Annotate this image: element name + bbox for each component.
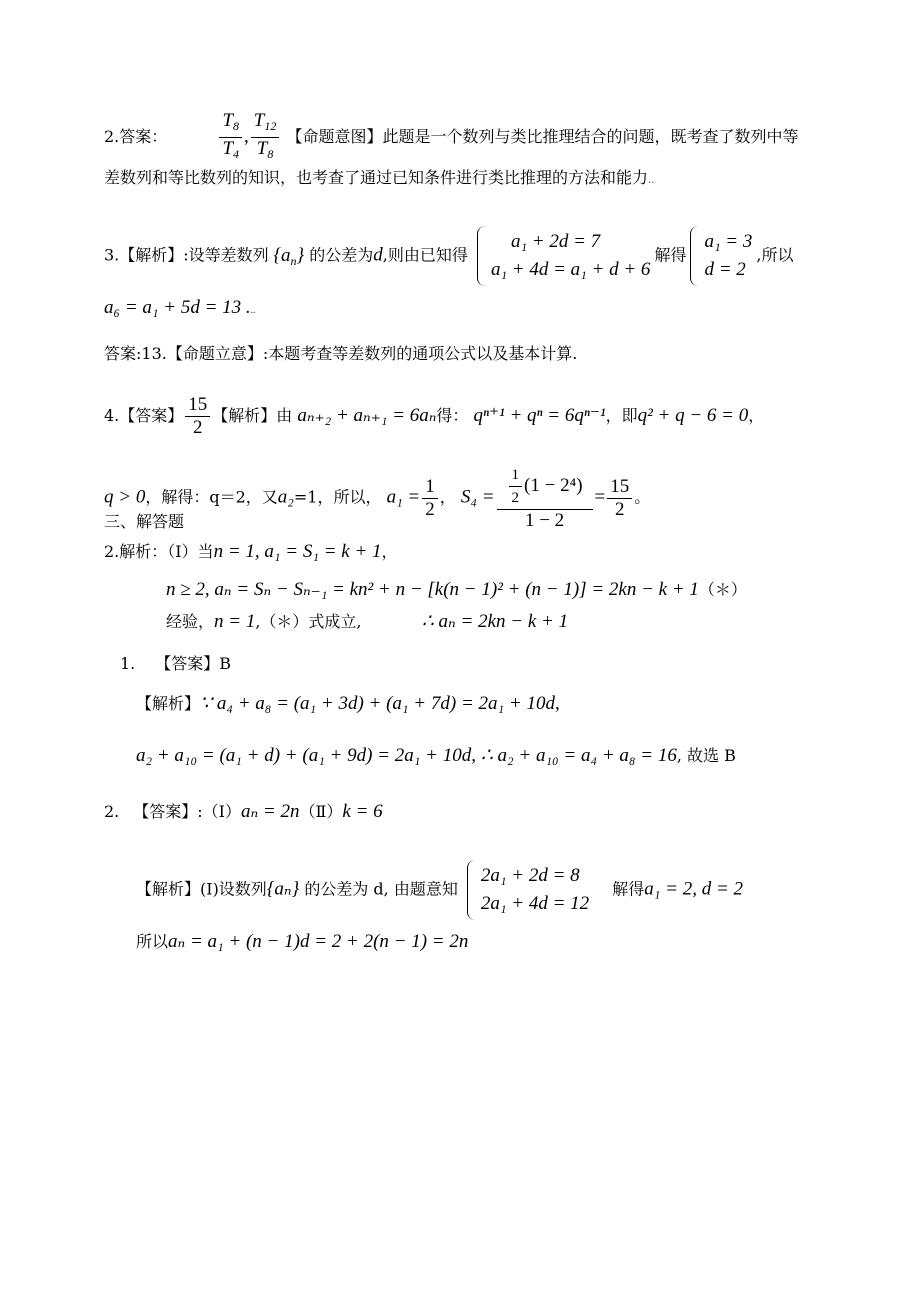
section-title: 三、解答题 [104, 512, 185, 531]
item2-line2: 所以aₙ = a₁ + (n − 1)d = 2 + 2(n − 1) = 2n [136, 931, 469, 952]
q2-prefix: 2.答案： [104, 127, 168, 146]
q3-system-1: a₁ + 2d = 7 a₁ + 4d = a₁ + d + 6 [477, 228, 651, 284]
item1-answer: 1. 【答案】B [120, 654, 232, 673]
item1-line2: a₂ + a₁₀ = (a₁ + d) + (a₁ + 9d) = 2a₁ + 10d, ∴ a₂ + a₁₀ = a₄ + a₈ = 16, 故选 B [136, 745, 736, 766]
q2-text1: 【命题意图】此题是一个数列与类比推理结合的问题，既考查了数列中等 [286, 127, 799, 146]
item1-line1: 【解析】∵ a₄ + a₈ = (a₁ + 3d) + (a₁ + 7d) = 2a₁ + 10d, [136, 693, 560, 714]
q4-answer-fraction: $\frac{15}{2}$ [185, 394, 210, 439]
item2-answer: 2. 【答案】:（Ⅰ）aₙ = 2n（Ⅱ）k = 6 [104, 801, 383, 822]
q3-line2: a₆ = a₁ + 5d = 13 ... [104, 297, 256, 318]
item2-system: 2a₁ + 2d = 8 2a₁ + 4d = 12 [467, 862, 589, 918]
fraction-half: $\frac{1}{2}$ [422, 476, 438, 521]
q4-line2: q > 0，解得：q＝2，又a₂=1，所以， a₁ = $\frac{1}{2}$ ， S₄ = $\frac{1}{2}$ (1 − 2⁴) 1 − 2 = $\frac{15}{2}$ 。 [104, 464, 650, 532]
q3-line3: 答案:13.【命题立意】:本题考查等差数列的通项公式以及基本计算. [104, 344, 578, 363]
fraction-15-2: $\frac{15}{2}$ [607, 476, 632, 521]
q3-line1: 3.【解析】:设等差数列 $\{a_n\}$ 的公差为d,则由已知得 a₁ + 2d = 7 a₁ + 4d = a₁ + d + 6 解得 a₁ = 3 d = 2 ,所以 [104, 228, 793, 284]
q2-line1: 2.答案： $\frac{T_8}{T_4}$ , $\frac{T_{12}}{T_8}$ 【命题意图】此题是一个数列与类比推理结合的问题，既考查了数列中等 [104, 110, 798, 165]
sec3-line3: 经验，n = 1,（＊）式成立, ∴ aₙ = 2kn − k + 1 [166, 611, 569, 632]
q4-line1: 4.【答案】 $\frac{15}{2}$ 【解析】由 aₙ₊₂ + aₙ₊₁ = 6aₙ得： qⁿ⁺¹ + qⁿ = 6qⁿ⁻¹，即q² + q − 6 = 0， [104, 394, 765, 438]
sec3-line1: 2.解析：（Ⅰ）当n = 1, a₁ = S₁ = k + 1， [104, 541, 398, 562]
q2-text2: 差数列和等比数列的知识，也考查了通过已知条件进行类比推理的方法和能力.. [104, 168, 655, 187]
q3-system-2: a₁ = 3 d = 2 [690, 228, 752, 284]
fraction-t8-t4: $\frac{T_8}{T_4}$ [219, 110, 242, 165]
s4-fraction: $\frac{1}{2}$ (1 − 2⁴) 1 − 2 [497, 464, 593, 532]
sec3-line2: n ≥ 2, aₙ = Sₙ − Sₙ₋₁ = kn² + n − [k(n − 1)² + (n − 1)] = 2kn − k + 1（＊） [166, 579, 747, 600]
item2-line1: 【解析】(Ⅰ)设数列{aₙ} 的公差为 d, 由题意知 2a₁ + 2d = 8 2a₁ + 4d = 12 解得a₁ = 2, d = 2 [136, 862, 743, 918]
fraction-t12-t8: $\frac{T_{12}}{T_8}$ [251, 110, 280, 165]
